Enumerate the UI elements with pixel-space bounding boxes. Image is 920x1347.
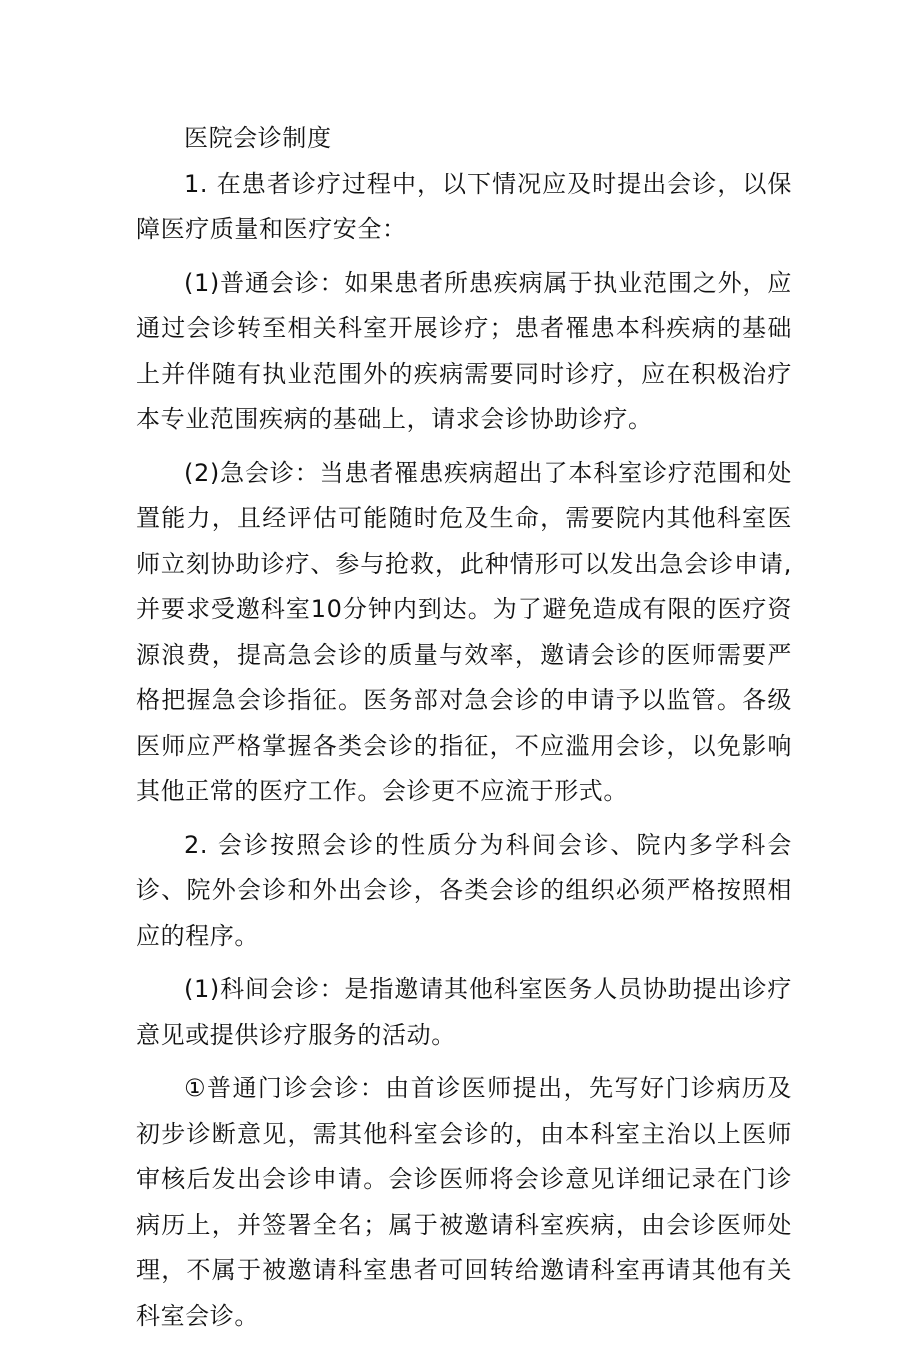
paragraph-2: (1)普通会诊：如果患者所患疾病属于执业范围之外，应通过会诊转至相关科室开展诊疗；患者罹患本科疾病的基础上并伴随有执业范围外的疾病需要同时诊疗，应在积极治疗本专业范围疾病的基础上，请求会诊协助诊疗。 [136,268,792,433]
paragraph-6: ①普通门诊会诊：由首诊医师提出，先写好门诊病历及初步诊断意见，需其他科室会诊的，由本科室主治以上医师审核后发出会诊申请。会诊医师将会诊意见详细记录在门诊病历上，并签署全名；属于被邀请科室疾病，由会诊医师处理，不属于被邀请科室患者可回转给邀请科室再请其他有关科室会诊。 [136,1074,792,1330]
paragraph-4: 2. 会诊按照会诊的性质分为科间会诊、院内多学科会诊、院外会诊和外出会诊，各类会诊的组织必须严格按照相应的程序。 [136,830,792,950]
paragraph-5: (1)科间会诊：是指邀请其他科室医务人员协助提出诊疗意见或提供诊疗服务的活动。 [136,975,792,1049]
paragraph-1: 1. 在患者诊疗过程中，以下情况应及时提出会诊，以保障医疗质量和医疗安全： [136,169,792,243]
paragraph-3: (2)急会诊：当患者罹患疾病超出了本科室诊疗范围和处置能力，且经评估可能随时危及生命，需要院内其他科室医师立刻协助诊疗、参与抢救，此种情形可以发出急会诊申请, 并要求受邀科室10分钟内到达。为了避免造成有限的医疗资源浪费，提高急会诊的质量与效率，邀请会诊的医师需要严格把握急会诊指征。医务部对急会诊的申请予以监管。各级医师应严格掌握各类会诊的指征，不应滥用会诊，以免影响其他正常的医疗工作。会诊更不应流于形式。 [136,458,792,805]
document-page [136,116,792,1347]
document-title: 医院会诊制度 [184,124,332,152]
